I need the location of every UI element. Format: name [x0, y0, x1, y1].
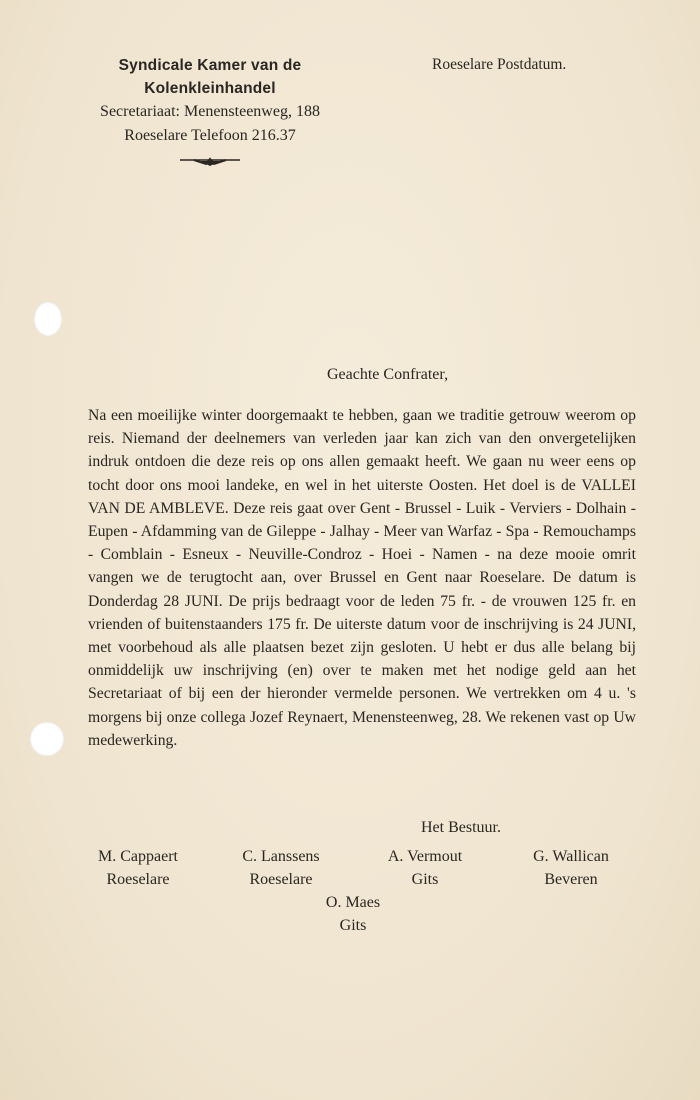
signatory-1: [68, 845, 208, 891]
punch-hole-bottom: [30, 722, 64, 756]
signatory-name: C. Lanssens: [242, 848, 320, 865]
signatory-place: Roeselare: [249, 871, 313, 888]
signatory-name: M. Cappaert: [98, 848, 178, 865]
signatory-place: Gits: [411, 871, 439, 888]
signatory-3: [355, 845, 495, 891]
ornament-divider: [60, 154, 360, 166]
signatory-place: Gits: [339, 917, 367, 934]
org-city-phone: Roeselare Telefoon 216.37: [124, 127, 296, 144]
org-name-line2: Kolenkleinhandel: [144, 80, 276, 97]
letter-body: Na een moeilijke winter doorgemaakt te hebben, gaan we traditie getrouw weerom op reis. Niemand der deelnemers van verleden jaar kan zich van den onvergetelijken indruk ontdoen die deze reis op ons allen gemaakt heeft. We gaan nu weer eens op tocht door ons mooi landeke, en wel in het uiterste Oosten. Het doel is de VALLEI VAN DE AMBLEVE. Deze reis gaat over Gent - Brussel - Luik - Verviers - Dolhain - Eupen - Afdamming van de Gileppe - Jalhay - Meer van Warfaz - Spa - Remouchamps - Comblain - Esneux - Neuville-Condroz - Hoei - Namen - na deze mooie omrit vangen we de terugtocht aan, over Brussel en Gent naar Roeselare. De datum is Donderdag 28 JUNI. De prijs bedraagt voor de leden 75 fr. - de vrouwen 125 fr. en vrienden of buitenstaanders 175 fr. De uiterste datum voor de inschrijving is 24 JUNI, met voorbehoud als alle plaatsen bezet zijn gesloten. U hebt er dus alle belang bij onmiddelijk uw inschrijving (en) over te maken met het nodige geld aan het Secretariaat of bij een der hieronder vermelde personen. We vertrekken om 4 u. 's morgens bij onze collega Jozef Reynaert, Menensteenweg, 28. We rekenen vast op Uw medewerking.: [88, 407, 636, 749]
dateline: Roeselare Postdatum.: [432, 56, 567, 73]
signatory-place: Roeselare: [106, 871, 170, 888]
signatory-4: [501, 845, 641, 891]
signatory-place: Beveren: [544, 871, 598, 888]
org-address: Secretariaat: Menensteenweg, 188: [100, 103, 320, 120]
punch-hole-top: [34, 302, 62, 336]
org-name-line1: Syndicale Kamer van de: [118, 57, 302, 74]
letterhead: [60, 54, 360, 166]
closing-board: Het Bestuur.: [421, 819, 501, 836]
signatory-name: G. Wallican: [533, 848, 609, 865]
signatory-name: A. Vermout: [387, 848, 463, 865]
signatory-name: O. Maes: [325, 894, 381, 911]
signatory-2: [211, 845, 351, 891]
signatory-5: [283, 891, 423, 937]
salutation: Geachte Confrater,: [327, 366, 449, 383]
